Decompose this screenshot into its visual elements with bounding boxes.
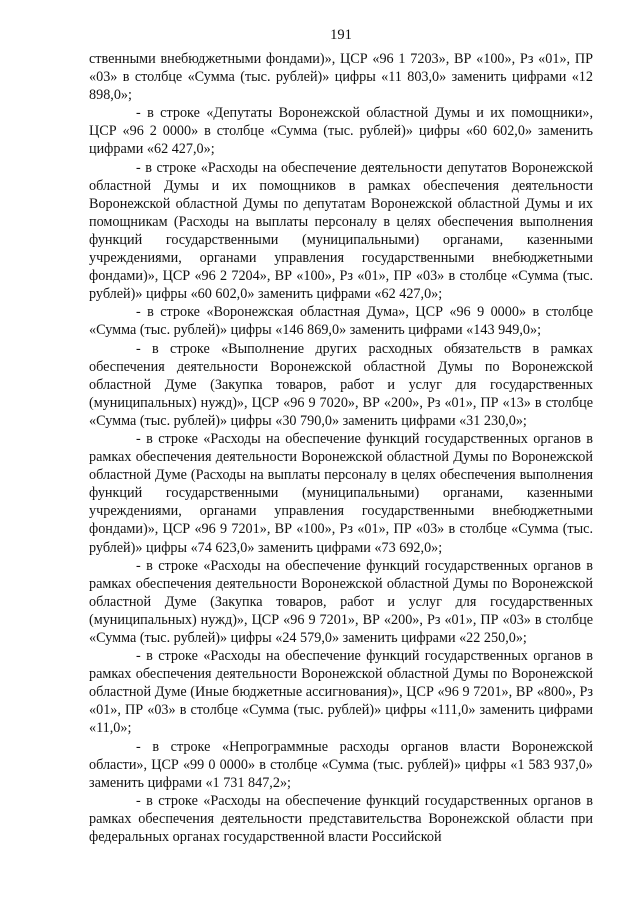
paragraph-continuation: ственными внебюджетными фондами)», ЦСР «96 1 7203», ВР «100», Рз «01», ПР «03» в столбце «Сумма (тыс. рублей)» цифры «11 803,0» заменить цифрами «12 898,0»; (89, 51, 593, 104)
document-body (89, 50, 593, 846)
paragraph: - в строке «Выполнение других расходных обязательств в рамках обеспечения деятельности Воронежской областной Думы по Воронежской областной Думе (Закупка товаров, работ и услуг для государственных (муниципальных) нужд)», ЦСР «96 9 7020», ВР «200», Рз «01», ПР «13» в столбце «Сумма (тыс. рублей)» цифры «30 790,0» заменить цифрами «31 230,0»; (89, 340, 593, 429)
paragraph: - в строке «Расходы на обеспечение функций государственных органов в рамках обеспечения деятельности представительства Воронежской области при федеральных органах государственной власти Российской (89, 792, 593, 846)
paragraph: - в строке «Расходы на обеспечение функций государственных органов в рамках обеспечения деятельности Воронежской областной Думы по Воронежской областной Думе (Иные бюджетные ассигнования)», ЦСР «96 9 7201», ВР «800», Рз «01», ПР «03» в столбце «Сумма (тыс. рублей)» цифры «111,0» заменить цифрами «11,0»; (89, 648, 593, 737)
paragraph: - в строке «Непрограммные расходы органов власти Воронежской области», ЦСР «99 0 0000» в столбце «Сумма (тыс. рублей)» цифры «1 583 937,0» заменить цифрами «1 731 847,2»; (89, 738, 593, 791)
paragraph: - в строке «Депутаты Воронежской областной Думы и их помощники», ЦСР «96 2 0000» в столбце «Сумма (тыс. рублей)» цифры «60 602,0» заменить цифрами «62 427,0»; (89, 105, 593, 158)
paragraph: - в строке «Расходы на обеспечение функций государственных органов в рамках обеспечения деятельности Воронежской областной Думы по Воронежской областной Думе (Расходы на выплаты персоналу в целях обеспечения выполнения функций государственными (муниципальными) органами, казенными учреждениями, органами управления государственными внебюджетными фондами)», ЦСР «96 9 7201», ВР «100», Рз «01», ПР «03» в столбце «Сумма (тыс. рублей)» цифры «74 623,0» заменить цифрами «73 692,0»; (89, 430, 593, 556)
paragraph: - в строке «Расходы на обеспечение функций государственных органов в рамках обеспечения деятельности Воронежской областной Думы по Воронежской областной Думе (Закупка товаров, работ и услуг для государственных (муниципальных) нужд)», ЦСР «96 9 7201», ВР «200», Рз «01», ПР «03» в столбце «Сумма (тыс. рублей)» цифры «24 579,0» заменить цифрами «22 250,0»; (89, 557, 593, 646)
paragraph: - в строке «Расходы на обеспечение деятельности депутатов Воронежской областной Думы и их помощников в рамках обеспечения деятельности Воронежской областной Думы по депутатам Воронежской областной Думы и их помощникам (Расходы на выплаты персоналу в целях обеспечения выполнения функций государственными (муниципальными) органами, казенными учреждениями, органами управления государственными внебюджетными фондами)», ЦСР «96 2 7204», ВР «100», Рз «01», ПР «03» в столбце «Сумма (тыс. рублей)» цифры «60 602,0» заменить цифрами «62 427,0»; (89, 159, 593, 303)
paragraph: - в строке «Воронежская областная Дума», ЦСР «96 9 0000» в столбце «Сумма (тыс. рублей)» цифры «146 869,0» заменить цифрами «143 949,0»; (89, 304, 593, 339)
page-number: 191 (330, 27, 352, 43)
